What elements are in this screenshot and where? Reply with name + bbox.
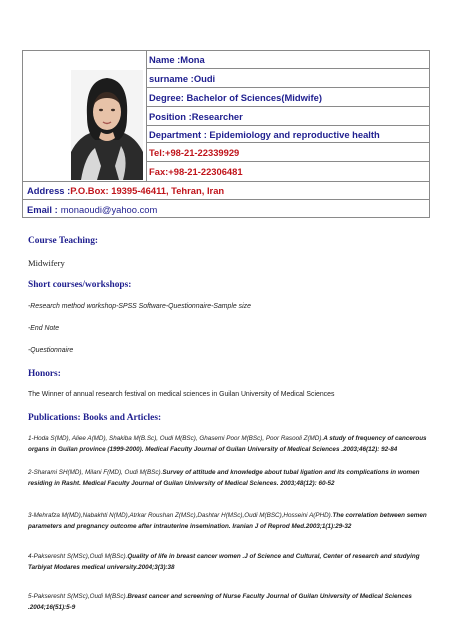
course-teaching-heading: Course Teaching: [28, 236, 99, 246]
position-text: Position :Researcher [149, 110, 243, 122]
short-course-item: -Research method workshop-SPSS Software-Questionnaire-Sample size [28, 303, 251, 310]
profile-photo [71, 70, 143, 180]
surname-value: Oudi [193, 72, 216, 84]
short-course-item: -End Note [28, 325, 60, 332]
course-teaching-item: Midwifery [28, 258, 65, 268]
degree-text: Degree: Bachelor of Sciences(Midwife) [149, 91, 322, 103]
profile-card [22, 50, 430, 218]
address-label: Address : [27, 185, 71, 196]
email-row [23, 200, 429, 219]
email-link[interactable]: monaoudi@yahoo.com [60, 204, 158, 215]
tel-row [147, 143, 429, 162]
short-course-item: -Questionnaire [28, 347, 74, 354]
publication-authors: 2-Sharami SH(MD), Milani F(MD), Oudi M(BSc). [28, 469, 163, 476]
tel-value: +98-21-22339929 [164, 146, 240, 158]
publication-entry [28, 591, 433, 614]
fax-row [147, 162, 429, 181]
profile-photo-image [71, 70, 143, 180]
tel-label: Tel: [149, 146, 165, 158]
surname-label: surname : [149, 72, 194, 84]
honors-text: The Winner of annual research festival on medical sciences in Guilan University of Medical Sciences [28, 391, 335, 398]
honors-heading: Honors: [28, 369, 61, 379]
surname-row [147, 69, 429, 88]
name-value: Mona [180, 54, 205, 65]
publication-authors: 1-Hoda S(MD), Aliee A(MD), Shakiba M(B.Sc), Oudi M(BSc), Ghasemi Poor M(BSc), Poor Rasooli Z(MD). [28, 435, 324, 442]
address-value: P.O.Box: 19395-46411, Tehran, Iran [70, 185, 225, 196]
publication-entry [28, 510, 433, 533]
publication-title: A study of frequency of cancerous organs in Guilan province (1999-2000). Medical Faculty Journal of Guilan University of Medical Sciences .2003;46(12): 92-84 [28, 435, 427, 454]
department-text: Department : Epidemiology and reproductive health [149, 128, 380, 140]
short-courses-heading: Short courses/workshops: [28, 280, 132, 290]
publications-heading: Publications: Books and Articles: [28, 413, 162, 423]
email-label: Email : [27, 204, 58, 215]
publication-authors: 5-Pakseresht S(MSc),Oudi M(BSc). [28, 593, 128, 600]
position-row [147, 107, 429, 126]
address-row [23, 181, 429, 200]
degree-row [147, 88, 429, 107]
fax-value: +98-21-22306481 [168, 166, 243, 177]
publication-authors: 4-Pakseresht S(MSc),Oudi M(BSc). [28, 553, 128, 560]
publication-entry [28, 551, 433, 574]
name-label: Name : [149, 54, 181, 65]
publication-entry [28, 433, 433, 456]
fax-label: Fax: [149, 166, 169, 177]
publication-entry [28, 467, 433, 490]
publication-title: The correlation between semen parameters and pregnancy outcome after intrauterine insemination. Iranian J of Reprod Med.2003;1(1):29-32 [28, 512, 427, 531]
publication-title: Quality of life in breast cancer women .J of Science and Cultural, Center of research and studying Tarbiyat Modares medical university.2004;3(3):38 [28, 553, 420, 572]
publication-authors: 3-Mehrafza M(MD),Nabakhti N(MD),Atrkar Roushan Z(MSc),Dashtar H(MSc),Oudi M(BSC),Hosseini A(PHD). [28, 512, 333, 519]
department-row [147, 126, 429, 143]
name-row [147, 51, 429, 69]
publication-title: Breast cancer and screening of Nurse Faculty Journal of Guilan University of Medical Sciences .2004;16(51):5-9 [28, 593, 412, 612]
publication-title: Survey of attitude and knowledge about tubal ligation and its complications in women residing in Rasht. Medical Faculty Journal of Guilan University of Medical Sciences. 2003;48(12): 60-52 [28, 469, 420, 488]
